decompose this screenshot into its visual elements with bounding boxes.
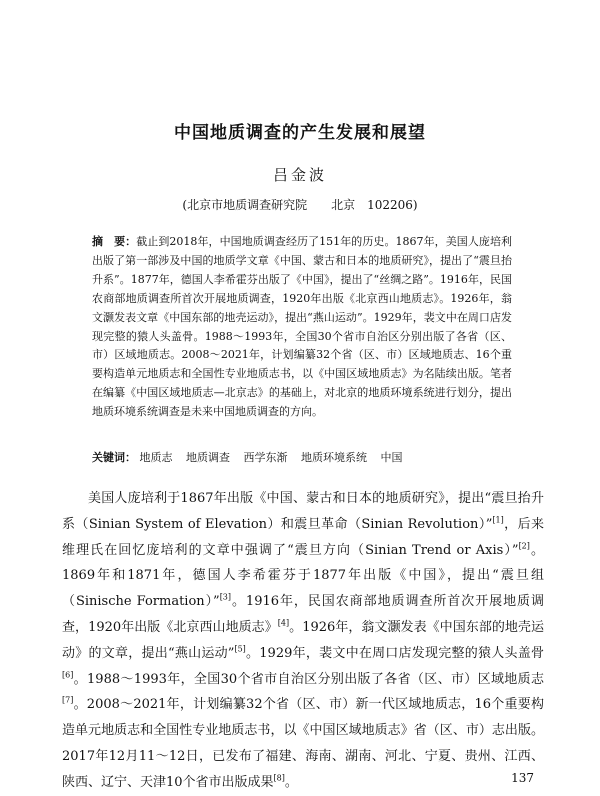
keyword: 中国 <box>380 451 403 464</box>
body-text: 。2008～2021年，计划编纂32个省（区、市）新一代区域地质志，16个重要构造单元地质志和全国性专业地质志书，以《中国区域地质志》省（区、市）志出版。2017年12月11～12日，已发布了福建、海南、湖南、河北、宁夏、贵州、江西、陕西、辽宁、天津10个省市出版成果 <box>62 697 544 790</box>
body-text: 。1988～1993年，全国30个省市自治区分别出版了各省（区、市）区域地质志 <box>73 671 544 687</box>
keyword: 地质志 <box>139 451 173 464</box>
body-text: 。1929年，裴文中在周口店发现完整的猿人头盖骨 <box>245 645 544 661</box>
keyword: 地质环境系统 <box>301 451 367 464</box>
keywords-label: 关键词： <box>92 451 136 464</box>
keywords <box>92 449 512 467</box>
keyword: 地质调查 <box>186 451 230 464</box>
citation-ref: [8] <box>273 773 285 783</box>
abstract-label: 摘 要： <box>92 235 137 248</box>
citation-ref: [1] <box>492 515 504 525</box>
citation-ref: [4] <box>277 618 290 628</box>
body-text: ，后来维理氏在回忆庞培利的文章中强调了“震旦方向（Sinian Trend or Axis）” <box>62 516 544 558</box>
author-name: 吕金波 <box>272 166 327 184</box>
abstract-text: 截止到2018年，中国地质调查经历了151年的历史。1867年，美国人庞培利出版了第一部涉及中国的地质学文章《中国、蒙古和日本的地质研究》，提出了“震旦抬升系”。1877年，德国人李希霍芬出版了《中国》，提出了“丝绸之路”。1916年，民国农商部地质调查所首次开展地质调查，1920年出版《北京西山地质志》。1926年，翁文灏发表文章《中国东部的地壳运动》，提出“燕山运动”。1929年，裴文中在周口店发现完整的猿人头盖骨。1988～1993年，全国30个省市自治区分别出版了各省（区、市）区域地质志。2008～2021年，计划编纂32个省（区、市）区域地质志、16个重要构造单元地质志和全国性专业地质志书，以《中国区域地质志》为名陆续出版。笔者在编纂《中国区域地质志—北京志》的基础上，对北京的地质环境系统进行划分，提出地质环境系统调查是未来中国地质调查的方向。 <box>92 235 513 419</box>
abstract <box>92 233 512 422</box>
body-paragraph <box>62 486 544 796</box>
body-text: 。1926年，翁文灏发表《中国东部的地壳运动》的文章，提出“燕山运动” <box>62 619 544 661</box>
citation-ref: [2] <box>518 541 530 551</box>
page-number: 137 <box>511 771 534 785</box>
citation-ref: [3] <box>219 592 232 602</box>
body-text: 。 <box>284 774 298 790</box>
body-text: 美国人庞培利于1867年出版《中国、蒙古和日本的地质研究》，提出“震旦抬升系（Sinian System of Elevation）和震旦革命（Sinian Revolution）” <box>62 491 544 532</box>
body-text: 。1916年，民国农商部地质调查所首次开展地质调查，1920年出版《北京西山地质志》 <box>62 594 544 635</box>
affiliation: (北京市地质调查研究院 北京 102206) <box>182 198 418 212</box>
citation-ref: [7] <box>62 696 74 706</box>
keyword: 西学东渐 <box>243 451 288 464</box>
citation-ref: [5] <box>234 644 246 654</box>
citation-ref: [6] <box>62 670 74 680</box>
paper-title: 中国地质调查的产生发展和展望 <box>174 123 426 143</box>
body-text: 。1869年和1871年，德国人李希霍芬于1877年出版《中国》，提出“震旦组（Sinische Formation）” <box>62 542 544 610</box>
